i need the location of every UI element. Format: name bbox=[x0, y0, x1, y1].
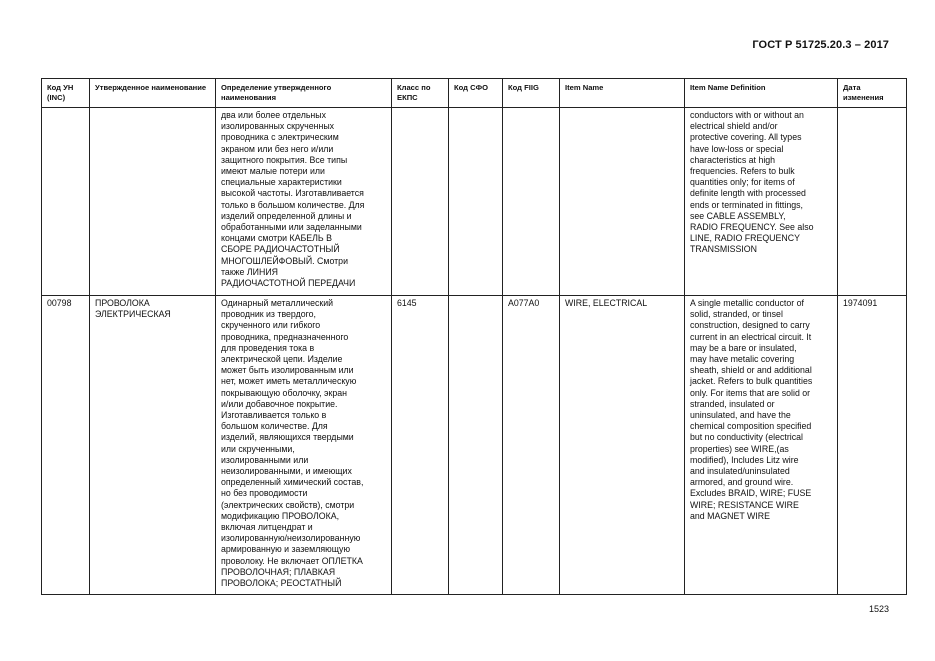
cell-change-date: 1974091 bbox=[838, 296, 907, 595]
cell-ekps-class bbox=[392, 108, 449, 296]
cell-sfo-code bbox=[449, 108, 503, 296]
cell-item-name bbox=[560, 108, 685, 296]
cell-definition-ru: Одинарный металлический проводник из твердого, скрученного или гибкого проводника, предназначенного для проведения тока в электрической цепи. Изделие может быть изолированным или нет, может иметь металлическую покрывающую оболочку, экран и/или добавочное покрытие. Изготавливается только в большом количестве. Для изделий, являющихся твердыми или скрученными, изолированными или неизолированными, и имеющих определенный химический состав, но без проводимости (электрических свойств), смотри модификацию ПРОВОЛОКА, включая литцендрат и изолированную/неизолированную армированную и заземляющую проволоку. Не включает ОПЛЕТКА ПРОВОЛОЧНАЯ; ПЛАВКАЯ ПРОВОЛОКА; РЕОСТАТНЫЙ bbox=[216, 296, 392, 595]
page-number: 1523 bbox=[868, 604, 889, 614]
header-definition-ru: Определение утвержденного наименования bbox=[216, 79, 392, 108]
table-header-row bbox=[42, 79, 907, 108]
table-row bbox=[42, 108, 907, 296]
cell-change-date bbox=[838, 108, 907, 296]
header-approved-name: Утвержденное наименование bbox=[90, 79, 216, 108]
cell-code-un: 00798 bbox=[42, 296, 90, 595]
cell-item-name-definition: A single metallic conductor of solid, stranded, or tinsel construction, designed to carry current in an electrical circuit. It may be a bare or insulated, may have metalic covering sheath, shield or and additional jacket. Refers to bulk quantities only. For items that are solid or stranded, insulated or uninsulated, and have the chemical composition specified but no conductivity (electrical properties) see WIRE,(as modified), Includes Litz wire and insulated/uninsulated armored, and ground wire. Excludes BRAID, WIRE; FUSE WIRE; RESISTANCE WIRE and MAGNET WIRE bbox=[685, 296, 838, 595]
table-row bbox=[42, 296, 907, 595]
cell-ekps-class: 6145 bbox=[392, 296, 449, 595]
header-item-name-definition: Item Name Definition bbox=[685, 79, 838, 108]
header-change-date: Дата изменения bbox=[838, 79, 907, 108]
cell-code-un bbox=[42, 108, 90, 296]
header-sfo-code: Код СФО bbox=[449, 79, 503, 108]
cell-approved-name: ПРОВОЛОКА ЭЛЕКТРИЧЕСКАЯ bbox=[90, 296, 216, 595]
cell-sfo-code bbox=[449, 296, 503, 595]
cell-item-name: WIRE, ELECTRICAL bbox=[560, 296, 685, 595]
cell-fiig-code: A077A0 bbox=[503, 296, 560, 595]
header-code-un: Код УН (INC) bbox=[42, 79, 90, 108]
cell-item-name-definition: conductors with or without an electrical shield and/or protective covering. All types have low-loss or special characteristics at high frequencies. Refers to bulk quantities only; for items of definite length with processed ends or terminated in fittings, see CABLE ASSEMBLY, RADIO FREQUENCY. See also LINE, RADIO FREQUENCY TRANSMISSION bbox=[685, 108, 838, 296]
header-fiig-code: Код FIIG bbox=[503, 79, 560, 108]
standard-designation: ГОСТ Р 51725.20.3 – 2017 bbox=[752, 39, 889, 51]
header-item-name: Item Name bbox=[560, 79, 685, 108]
approved-names-table bbox=[41, 78, 907, 595]
cell-approved-name bbox=[90, 108, 216, 296]
cell-fiig-code bbox=[503, 108, 560, 296]
cell-definition-ru: два или более отдельных изолированных скрученных проводника с электрическим экраном или без него и/или защитного покрытия. Все типы имеют малые потери или специальные характеристики высокой частоты. Изготавливается только в большом количестве. Для изделий определенной длины и обработанными или заделанными концами смотри КАБЕЛЬ В СБОРЕ РАДИОЧАСТОТНЫЙ МНОГОШЛЕЙФОВЫЙ. Смотри также ЛИНИЯ РАДИОЧАСТОТНОЙ ПЕРЕДАЧИ bbox=[216, 108, 392, 296]
header-ekps-class: Класс по ЕКПС bbox=[392, 79, 449, 108]
